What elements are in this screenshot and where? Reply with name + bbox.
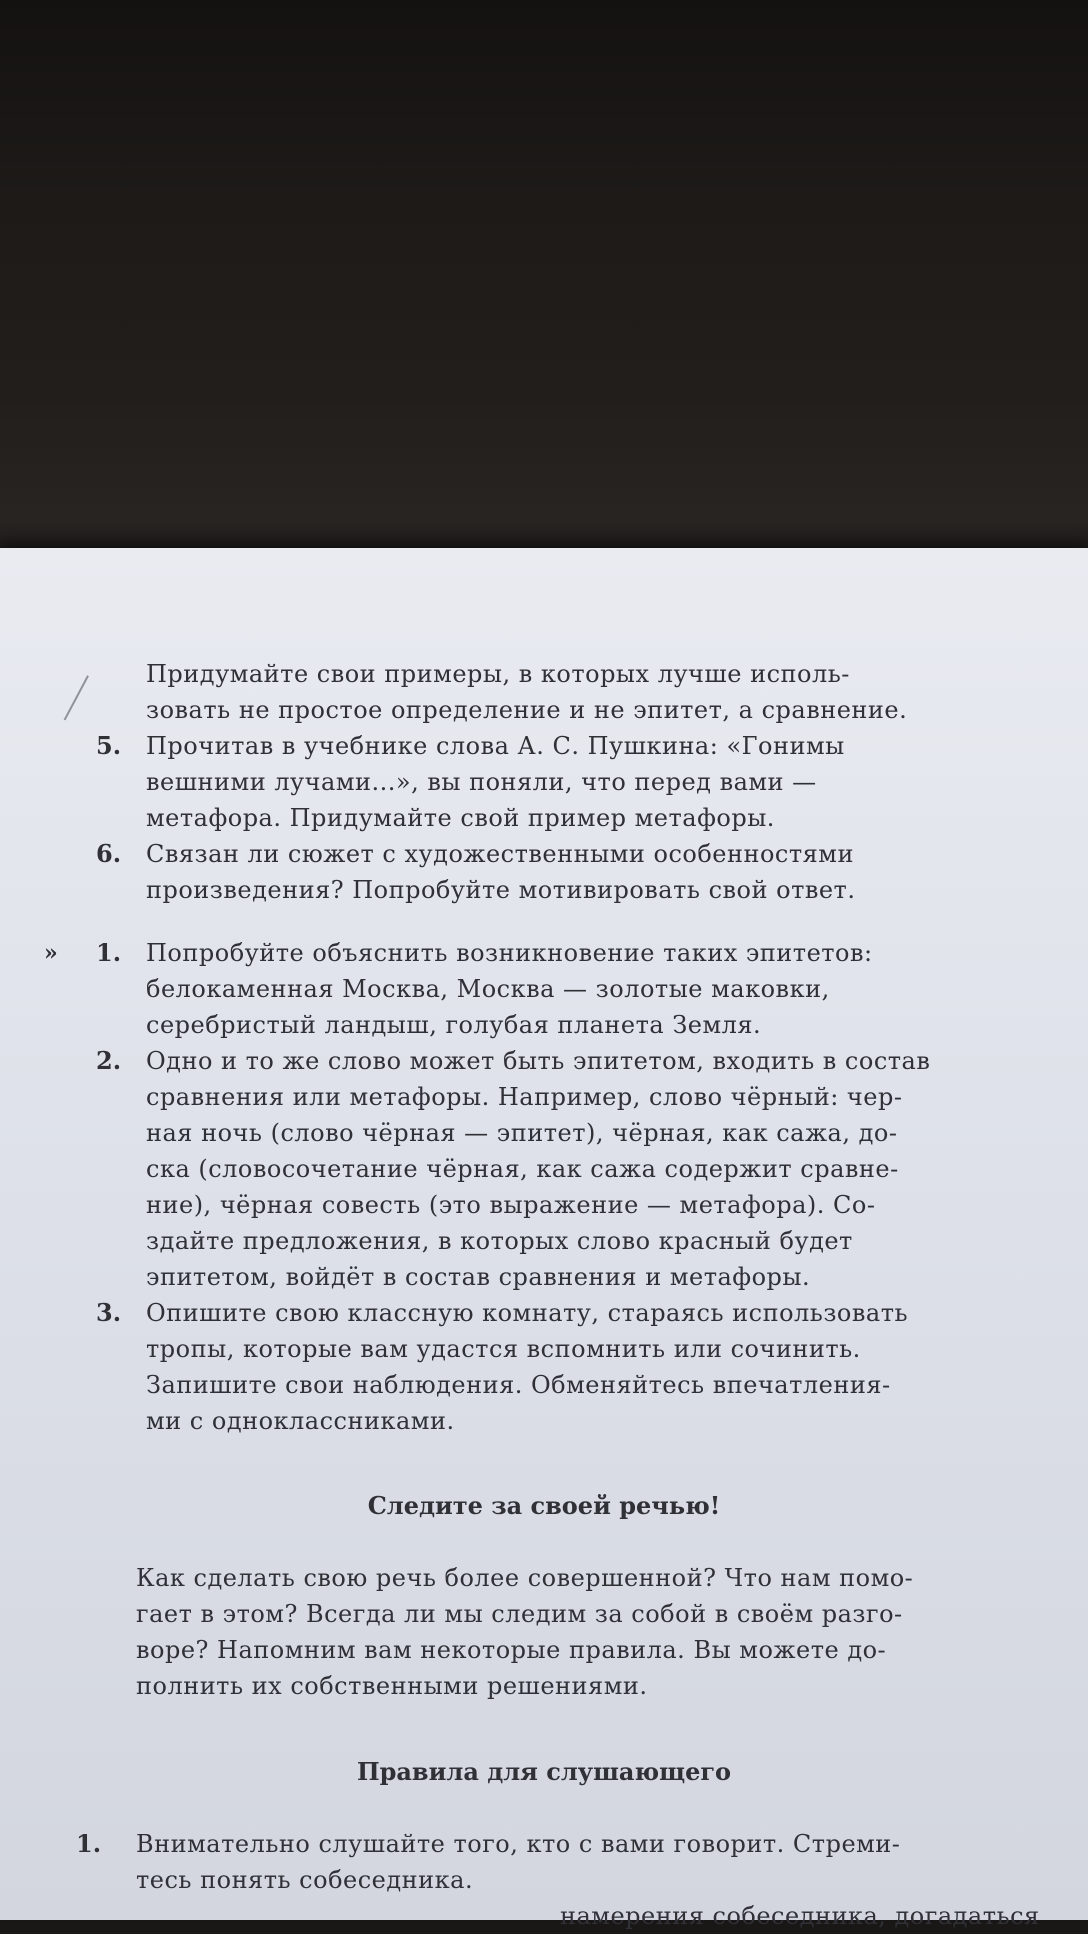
task-line: ми с одноклассниками. [146, 1407, 455, 1435]
section-heading: Следите за своей речью! [367, 1491, 721, 1520]
task-line: вешними лучами...», вы поняли, что перед вами — [146, 768, 817, 796]
task-line: тропы, которые вам удастся вспомнить или сочинить. [146, 1335, 861, 1363]
task-line: ная ночь (слово чёрная — эпитет), чёрная, как сажа, до- [146, 1119, 898, 1147]
task-line: ска (словосочетание чёрная, как сажа содержит сравне- [146, 1155, 899, 1183]
task-line: Запишите свои наблюдения. Обменяйтесь впечатления- [146, 1371, 891, 1399]
task-number: 3. [96, 1298, 122, 1327]
task-line: Попробуйте объяснить возникновение таких эпитетов: [146, 939, 873, 967]
task-number: 1. [96, 938, 122, 967]
task-line: здайте предложения, в которых слово красный будет [146, 1227, 853, 1255]
task-line: Одно и то же слово может быть эпитетом, входить в состав [146, 1047, 931, 1075]
paragraph-line: воре? Напомним вам некоторые правила. Вы можете до- [136, 1636, 887, 1664]
pencil-check-mark [64, 675, 109, 730]
task-number: 5. [96, 731, 122, 760]
section-heading: Правила для слушающего [356, 1757, 732, 1786]
task-line: Прочитав в учебнике слова А. С. Пушкина: «Гонимы [146, 732, 845, 760]
task-line: произведения? Попробуйте мотивировать свой ответ. [146, 876, 856, 904]
paragraph-line: гает в этом? Всегда ли мы следим за собой в своём разго- [136, 1600, 903, 1628]
rule-line: намерения собеседника, догадаться [560, 1902, 1040, 1930]
paragraph-line: полнить их собственными решениями. [136, 1672, 648, 1700]
task-line: метафора. Придумайте свой пример метафоры. [146, 804, 775, 832]
task-line: сравнения или метафоры. Например, слово чёрный: чер- [146, 1083, 903, 1111]
intro-line: Придумайте свои примеры, в которых лучше исполь- [146, 660, 850, 688]
task-line: эпитетом, войдёт в состав сравнения и метафоры. [146, 1263, 811, 1291]
task-line: Опишите свою классную комнату, стараясь использовать [146, 1299, 909, 1327]
task-number: 6. [96, 839, 122, 868]
task-line: белокаменная Москва, Москва — золотые маковки, [146, 975, 830, 1003]
task-line: Связан ли сюжет с художественными особенностями [146, 840, 854, 868]
task-line: ние), чёрная совесть (это выражение — метафора). Со- [146, 1191, 876, 1219]
rule-number: 1. [76, 1829, 102, 1858]
page-content [0, 548, 1088, 1930]
desk-background [0, 0, 1088, 560]
rule-line: Внимательно слушайте того, кто с вами говорит. Стреми- [136, 1830, 901, 1858]
task-number: 2. [96, 1046, 122, 1075]
task-line: серебристый ландыш, голубая планета Земля. [146, 1011, 762, 1039]
paragraph-line: Как сделать свою речь более совершенной? Что нам помо- [136, 1564, 914, 1592]
rule-line: тесь понять собеседника. [136, 1866, 474, 1894]
intro-line: зовать не простое определение и не эпитет, а сравнение. [146, 696, 908, 724]
advanced-task-marker: » [44, 940, 58, 966]
textbook-page [0, 548, 1088, 1930]
